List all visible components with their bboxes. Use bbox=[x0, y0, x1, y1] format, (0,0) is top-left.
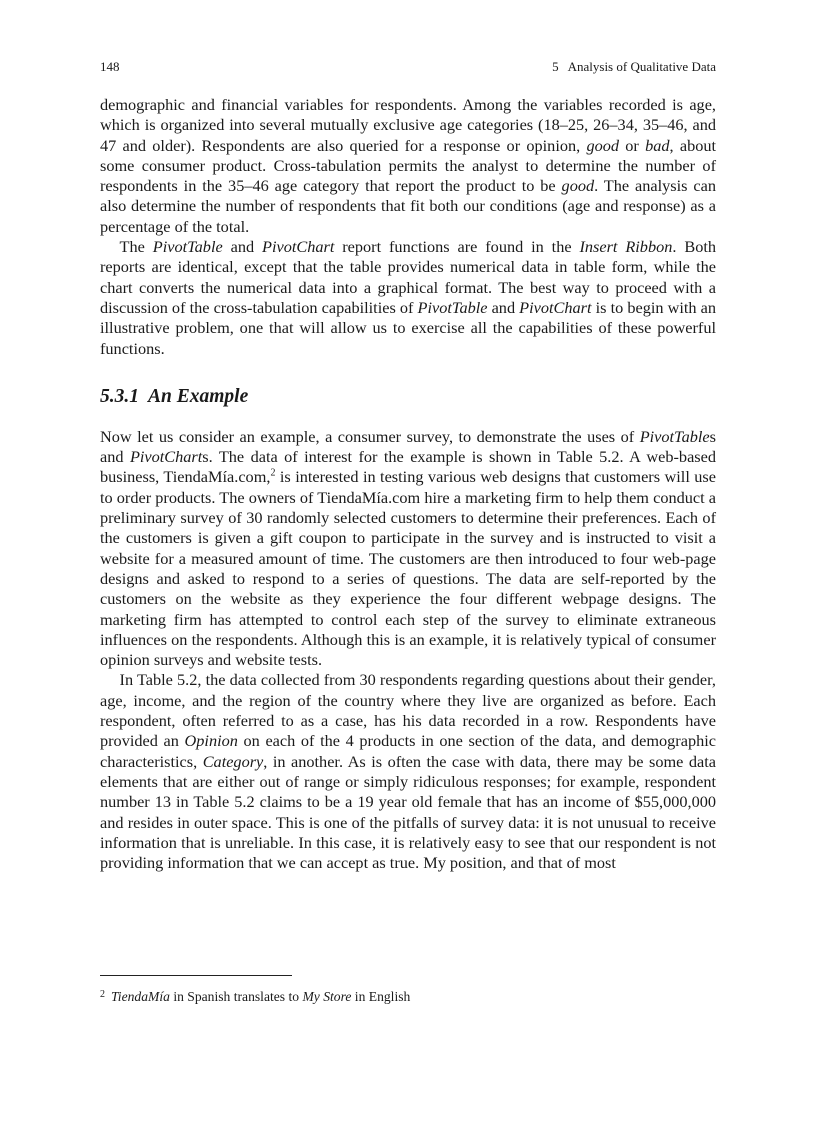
text-run: on each of the 4 products in one section of the data, and demographic characteristics, bbox=[100, 731, 716, 771]
page-number: 148 bbox=[100, 59, 120, 74]
text-run: , about some consumer product. Cross-tabulation permits the analyst to determine the number of respondents in the 35–46 age category that report the product to be bbox=[100, 135, 717, 196]
running-title: 5 Analysis of Qualitative Data bbox=[552, 59, 716, 74]
paragraph-2 bbox=[100, 237, 716, 359]
emphasis: PivotTable bbox=[639, 426, 710, 446]
text-run: . The analysis can also determine the number of respondents that fit both our conditions (age and response) as a percentage of the total. bbox=[100, 176, 716, 236]
footnote bbox=[100, 986, 410, 1005]
footnote-mark: 2 bbox=[100, 989, 105, 1000]
text-run: In Table 5.2, the data collected from 30 respondents regarding questions about their gender, age, income, and the region of the country where they live are organized as before. Each respondent, often referred to as a case, has his data recorded in a row. Respondents have provided an bbox=[100, 670, 716, 751]
text-run: or bbox=[619, 135, 646, 155]
text-run: report functions are found in the bbox=[334, 237, 580, 257]
emphasis: My Store bbox=[302, 989, 352, 1004]
page bbox=[100, 58, 716, 873]
emphasis: Insert Ribbon bbox=[579, 237, 673, 257]
text-run: The bbox=[119, 237, 153, 257]
emphasis: PivotChart bbox=[262, 237, 335, 257]
emphasis: PivotChart bbox=[129, 447, 203, 467]
text-run: in English bbox=[351, 989, 411, 1004]
text-run: and bbox=[487, 297, 520, 317]
text-run: demographic and financial variables for respondents. Among the variables recorded is age, which is organized into several mutually exclusive age categories (18–25, 26–34, 35–46, and 47 and older). Respondents are also queried for a response or opinion, bbox=[100, 95, 716, 155]
text-run: s and bbox=[100, 426, 716, 467]
emphasis: good bbox=[586, 135, 620, 155]
emphasis: Category bbox=[202, 751, 264, 771]
paragraph-1 bbox=[100, 95, 716, 237]
emphasis: good bbox=[561, 176, 595, 196]
paragraph-4 bbox=[100, 670, 716, 873]
body-text bbox=[100, 95, 716, 873]
section-heading: 5.3.1 An Example bbox=[100, 385, 249, 407]
text-run: Now let us consider an example, a consumer survey, to demonstrate the uses of bbox=[100, 426, 640, 446]
paragraph-3 bbox=[100, 427, 716, 671]
text-run: , in another. As is often the case with data, there may be some data elements that are either out of range or simply ridiculous responses; for example, respondent number 13 in Table 5.2 claims to be a 19 year old female that has an income of $55,000,000 and resides in outer space. This is one of the pitfalls of survey data: it is not unusual to receive information that is unreliable. In this case, it is relatively easy to see that our respondent is not providing information that we can accept as true. My position, and that of most bbox=[100, 751, 716, 873]
text-run: is to begin with an illustrative problem, one that will allow us to exercise all the capabilities of these powerful functions. bbox=[100, 297, 716, 358]
emphasis: PivotTable bbox=[417, 297, 488, 317]
emphasis: bad bbox=[645, 135, 670, 155]
emphasis: PivotChart bbox=[519, 297, 592, 317]
footnote-reference[interactable]: 2 bbox=[270, 468, 276, 480]
emphasis: Opinion bbox=[184, 731, 238, 751]
text-run: and bbox=[222, 237, 262, 257]
footnote-rule bbox=[100, 975, 292, 976]
text-run: . Both reports are identical, except that the table provides numerical data in table form, while the chart converts the numerical data into a graphical format. The best way to proceed with a discussion of the cross-tabulation capabilities of bbox=[100, 237, 716, 317]
text-run: in Spanish translates to bbox=[169, 989, 303, 1004]
running-header bbox=[100, 58, 716, 76]
emphasis: PivotTable bbox=[152, 237, 223, 257]
text-run: is interested in testing various web designs that customers will use to order products. The owners of TiendaMía.com hire a marketing firm to help them conduct a preliminary survey of 30 randomly selected customers to determine their preferences. Each of the customers is given a gift coupon to participate in the survey and is instructed to visit a website for a measured amount of time. The customers are then introduced to four web-page designs and asked to respond to a series of questions. The data are self-reported by the customers on the website as they experience the four different webpage designs. The marketing firm has attempted to control each step of the survey to eliminate extraneous influences on the respondents. Although this is an example, it is relatively typical of consumer opinion surveys and website tests. bbox=[100, 467, 716, 670]
emphasis: TiendaMía bbox=[111, 989, 170, 1004]
text-run: s. The data of interest for the example is shown in Table 5.2. A web-based business, TiendaMía.com, bbox=[100, 447, 716, 487]
